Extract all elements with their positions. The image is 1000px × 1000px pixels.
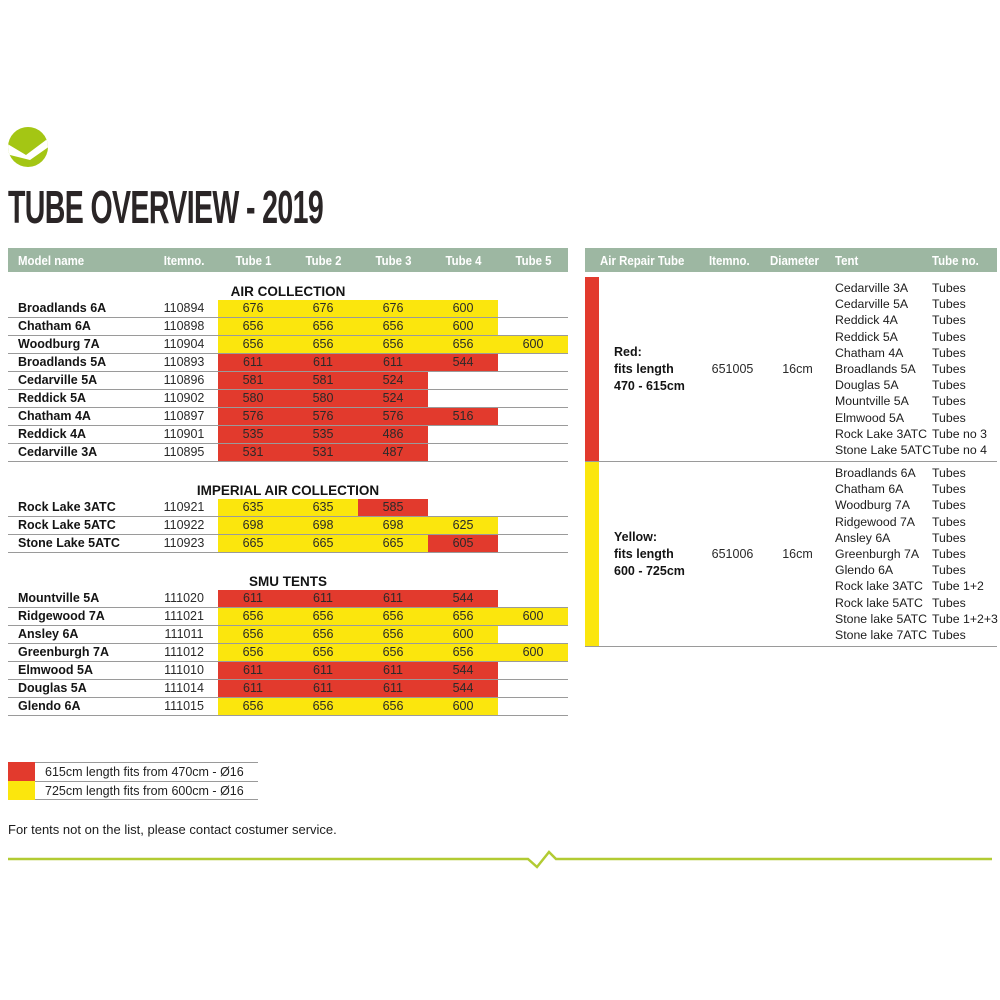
tube-cell [498,698,568,715]
tube-cell: 611 [218,662,288,679]
tube-cell: 656 [218,644,288,661]
model-cell: Glendo 6A [18,699,81,713]
tube-cell [498,408,568,425]
tent-name: Stone lake 5ATC [835,611,928,626]
tube-cell: 486 [358,426,428,443]
header-label: Tent [835,252,859,268]
table-row [8,698,568,716]
tent-row [835,578,997,594]
itemno-cell: 111021 [164,609,204,623]
tube-cell [498,390,568,407]
tube-cell: 656 [428,608,498,625]
tent-name: Greenburgh 7A [835,547,920,561]
model-cell: Douglas 5A [18,681,87,695]
tube-cell: 656 [288,608,358,625]
model-cell: Greenburgh 7A [18,645,109,659]
tube-no: Tubes [932,329,966,344]
itemno-cell: 111020 [164,591,204,605]
tube-cell: 524 [358,390,428,407]
tube-cell [428,372,498,389]
tube-cell: 656 [218,698,288,715]
tent-name: Ansley 6A [835,530,891,545]
repair-section-red [585,277,997,462]
tent-row [835,497,997,513]
tube-cell: 531 [288,444,358,461]
tube-cell: 656 [288,318,358,335]
tube-cell [498,354,568,371]
tent-row [835,481,997,497]
tube-no: Tubes [932,313,966,328]
model-cell: Rock Lake 5ATC [18,518,116,532]
tube-cell: 656 [428,336,498,353]
header-label: Diameter [769,252,819,268]
table-row [8,354,568,372]
tent-row [835,345,997,361]
itemno-cell: 110898 [163,319,205,333]
tent-row [835,514,997,530]
tube-cell: 580 [288,390,358,407]
tent-row [835,562,997,578]
model-cell: Elmwood 5A [18,663,94,677]
tube-cell [498,662,568,679]
header-label: Air Repair Tube [600,252,685,268]
tube-overview-table [8,248,568,716]
tube-table-section [8,573,568,716]
repair-label-title: Yellow: [614,529,658,544]
tube-cell: 656 [358,698,428,715]
tube-cell [498,372,568,389]
table-row [8,680,568,698]
itemno-cell: 110895 [163,445,205,459]
repair-label [599,462,705,646]
repair-label-line: 600 - 725cm [614,563,685,578]
table-row [8,662,568,680]
tube-no: Tube no 3 [932,426,987,441]
tent-name: Cedarville 5A [835,297,909,312]
tube-cell: 635 [288,499,358,516]
tube-cell: 581 [288,372,358,389]
tube-table-header-cell [150,253,218,268]
tube-cell: 698 [288,517,358,534]
tube-cell: 600 [428,626,498,643]
section-title: SMU TENTS [248,574,327,589]
tube-cell: 676 [218,300,288,317]
repair-table-header-cell [932,253,997,268]
table-row [8,499,568,517]
itemno-cell: 110894 [163,301,205,315]
tent-row [835,611,997,627]
tube-cell: 635 [218,499,288,516]
header-label: Itemno. [163,252,205,268]
legend-yellow-swatch [8,781,35,800]
tube-table-body [8,283,568,716]
tent-row [835,426,997,442]
tube-cell: 611 [218,590,288,607]
repair-label-line: fits length [614,546,674,561]
tent-row [835,393,997,409]
repair-section-yellow [585,462,997,647]
model-cell: Mountville 5A [18,591,100,605]
tent-name: Cedarville 3A [835,281,909,295]
itemno-cell: 110897 [163,409,205,423]
tube-cell: 524 [358,372,428,389]
divider-wave [0,845,1000,873]
table-row [8,426,568,444]
tube-table-header-cell [8,253,150,268]
tube-cell: 611 [218,680,288,697]
tube-cell [498,626,568,643]
tube-table-header-cell [428,253,498,268]
tube-cell [498,318,568,335]
tent-name: Glendo 6A [835,563,894,578]
repair-table-header-row [585,248,997,272]
tent-name: Rock Lake 3ATC [835,426,928,441]
tube-no: Tubes [932,361,966,376]
table-row [8,336,568,354]
tube-cell: 611 [288,590,358,607]
header-label: Itemno. [709,252,751,268]
tube-cell [428,499,498,516]
tent-row [835,465,997,481]
repair-table-header-cell [835,253,932,268]
tube-cell: 605 [428,535,498,552]
itemno-cell: 110921 [163,500,205,514]
tube-cell: 656 [358,626,428,643]
itemno-cell: 111015 [164,699,204,713]
tube-table-section [8,283,568,462]
tube-cell [498,680,568,697]
tube-cell: 656 [288,644,358,661]
repair-label-title: Red: [614,344,642,359]
tube-table-section [8,482,568,553]
itemno-cell: 111011 [164,627,204,641]
tube-cell: 656 [218,318,288,335]
tent-name: Mountville 5A [835,394,909,409]
tube-no: Tubes [932,563,966,578]
tube-no: Tubes [932,345,966,360]
tube-cell: 625 [428,517,498,534]
table-row [8,300,568,318]
header-label: Tube 4 [444,252,482,268]
tube-cell [498,300,568,317]
itemno-cell: 110904 [163,337,205,351]
tent-row [835,410,997,426]
tent-name: Ridgewood 7A [835,514,915,529]
legend-text: 725cm length fits from 600cm - Ø16 [35,781,258,800]
header-label: Tube 2 [304,252,342,268]
tube-cell: 665 [358,535,428,552]
tube-cell: 580 [218,390,288,407]
itemno-cell: 110923 [163,536,205,550]
tent-name: Chatham 4A [835,345,904,360]
repair-table-body [585,277,997,647]
tube-cell: 611 [288,680,358,697]
tube-no: Tubes [932,410,966,425]
tube-cell: 656 [358,608,428,625]
tent-row [835,312,997,328]
legend-row [8,781,258,800]
repair-label-line: 470 - 615cm [614,378,685,393]
tent-name: Chatham 6A [835,482,904,497]
itemno-cell: 111010 [164,663,204,677]
header-label: Tube 3 [374,252,412,268]
tube-cell [428,426,498,443]
tube-cell: 600 [428,300,498,317]
tube-no: Tubes [932,547,966,561]
repair-table-header-cell [705,253,760,268]
tube-cell: 611 [288,662,358,679]
model-cell: Cedarville 3A [18,445,98,459]
tent-row [835,296,997,312]
tube-cell: 576 [358,408,428,425]
table-row [8,608,568,626]
tent-name: Rock lake 3ATC [835,579,923,594]
red-color-bar [585,277,599,461]
itemno-cell: 110922 [163,518,205,532]
tent-name: Stone lake 7ATC [835,627,928,642]
tube-cell: 585 [358,499,428,516]
tube-no: Tube 1+2+3 [932,611,998,626]
table-row [8,444,568,462]
tube-cell [428,390,498,407]
legend [8,762,258,800]
itemno-cell: 110896 [163,373,205,387]
legend-text: 615cm length fits from 470cm - Ø16 [35,762,258,781]
tube-cell: 656 [218,336,288,353]
tube-cell: 656 [218,626,288,643]
tube-cell: 600 [428,318,498,335]
section-title: IMPERIAL AIR COLLECTION [196,483,380,498]
tent-name: Rock lake 5ATC [835,595,923,610]
tube-cell: 676 [288,300,358,317]
tube-no: Tubes [932,514,966,529]
tube-cell: 656 [288,626,358,643]
tent-name: Elmwood 5A [835,410,905,425]
tube-cell: 656 [218,608,288,625]
tube-cell: 656 [358,644,428,661]
model-cell: Cedarville 5A [18,373,98,387]
tube-no: Tubes [932,627,966,642]
model-cell: Reddick 5A [18,391,87,405]
itemno-cell: 111014 [164,681,204,695]
tent-list [835,277,997,461]
tube-no: Tubes [932,482,966,497]
tube-cell [498,499,568,516]
model-cell: Broadlands 5A [18,355,107,369]
tent-name: Broadlands 6A [835,466,916,481]
repair-table-header-cell [760,253,835,268]
header-label: Tube no. [932,252,979,268]
tube-cell: 698 [218,517,288,534]
tube-cell: 531 [218,444,288,461]
yellow-color-bar [585,462,599,646]
table-row [8,644,568,662]
tube-cell: 611 [358,680,428,697]
tube-no: Tube 1+2 [932,579,984,594]
tube-cell: 665 [218,535,288,552]
tent-name: Reddick 5A [835,329,898,344]
tube-no: Tubes [932,394,966,409]
tent-row [835,530,997,546]
tent-name: Stone Lake 5ATC [835,442,932,457]
header-label: Tube 5 [514,252,552,268]
tube-cell: 544 [428,680,498,697]
tent-row [835,627,997,643]
model-cell: Woodburg 7A [18,337,100,351]
tube-table-header-cell [218,253,288,268]
tube-cell [498,535,568,552]
repair-table-header-cell [585,253,705,268]
tube-cell: 698 [358,517,428,534]
footer-note: For tents not on the list, please contact costumer service. [8,822,337,837]
repair-label [599,277,705,461]
model-cell: Broadlands 6A [18,301,107,315]
tube-cell: 544 [428,662,498,679]
tube-table-header-cell [288,253,358,268]
itemno-cell: 111012 [164,645,204,659]
model-cell: Chatham 4A [18,409,91,423]
tent-row [835,361,997,377]
tube-cell: 544 [428,590,498,607]
tube-cell: 656 [358,336,428,353]
itemno-cell: 110902 [163,391,205,405]
tube-no: Tubes [932,530,966,545]
table-row [8,408,568,426]
table-row [8,517,568,535]
tube-cell: 600 [498,608,568,625]
tube-cell [498,517,568,534]
tube-cell: 611 [218,354,288,371]
tent-row [835,329,997,345]
table-row [8,390,568,408]
tube-cell: 665 [288,535,358,552]
repair-label-line: fits length [614,361,674,376]
tube-no: Tubes [932,498,966,513]
tent-name: Reddick 4A [835,313,898,328]
legend-row [8,762,258,781]
header-label: Model name [18,252,85,268]
tube-cell: 676 [358,300,428,317]
legend-red-swatch [8,762,35,781]
tube-cell: 611 [358,590,428,607]
tube-cell: 611 [358,662,428,679]
tube-cell: 656 [288,336,358,353]
model-cell: Ansley 6A [18,627,79,641]
page-title: TUBE OVERVIEW - 2019 [8,181,324,233]
tube-cell: 576 [288,408,358,425]
tube-cell: 600 [428,698,498,715]
tent-list [835,462,997,646]
tent-name: Broadlands 5A [835,361,916,376]
tube-cell: 516 [428,408,498,425]
tube-cell: 600 [498,644,568,661]
tube-no: Tubes [932,378,966,393]
brand-logo [8,127,48,167]
model-cell: Ridgewood 7A [18,609,105,623]
tent-row [835,377,997,393]
repair-diameter: 16cm [782,547,813,562]
section-title: AIR COLLECTION [230,284,346,299]
tube-cell: 544 [428,354,498,371]
tube-no: Tubes [932,466,966,481]
table-row [8,590,568,608]
header-label: Tube 1 [234,252,272,268]
tube-no: Tubes [932,595,966,610]
table-row [8,372,568,390]
tent-name: Douglas 5A [835,378,899,393]
table-row [8,318,568,336]
logo-wave-icon [8,127,48,167]
tent-row [835,595,997,611]
table-row [8,626,568,644]
tent-name: Woodburg 7A [835,498,910,513]
tube-cell [498,426,568,443]
tube-cell: 611 [288,354,358,371]
tent-row [835,280,997,296]
model-cell: Chatham 6A [18,319,91,333]
model-cell: Reddick 4A [18,427,87,441]
tube-cell: 535 [218,426,288,443]
tube-cell: 581 [218,372,288,389]
tube-cell: 656 [288,698,358,715]
repair-diameter: 16cm [782,362,813,377]
tube-cell: 656 [428,644,498,661]
tube-table-header-cell [498,253,568,268]
itemno-cell: 110893 [163,355,205,369]
tube-cell [498,444,568,461]
table-row [8,535,568,553]
tent-row [835,442,997,458]
model-cell: Stone Lake 5ATC [18,536,120,550]
tube-cell [428,444,498,461]
model-cell: Rock Lake 3ATC [18,500,116,514]
tube-no: Tube no 4 [932,442,987,457]
tube-no: Tubes [932,297,966,312]
itemno-cell: 110901 [163,427,205,441]
tube-cell: 487 [358,444,428,461]
tube-table-header-row [8,248,568,272]
repair-itemno: 651006 [711,547,754,562]
air-repair-table [585,248,997,647]
tube-cell: 576 [218,408,288,425]
tube-cell: 600 [498,336,568,353]
tube-cell: 656 [358,318,428,335]
tent-row [835,546,997,562]
tube-cell [498,590,568,607]
tube-no: Tubes [932,281,966,295]
tube-table-header-cell [358,253,428,268]
tube-cell: 535 [288,426,358,443]
repair-itemno: 651005 [711,362,754,377]
tube-cell: 611 [358,354,428,371]
